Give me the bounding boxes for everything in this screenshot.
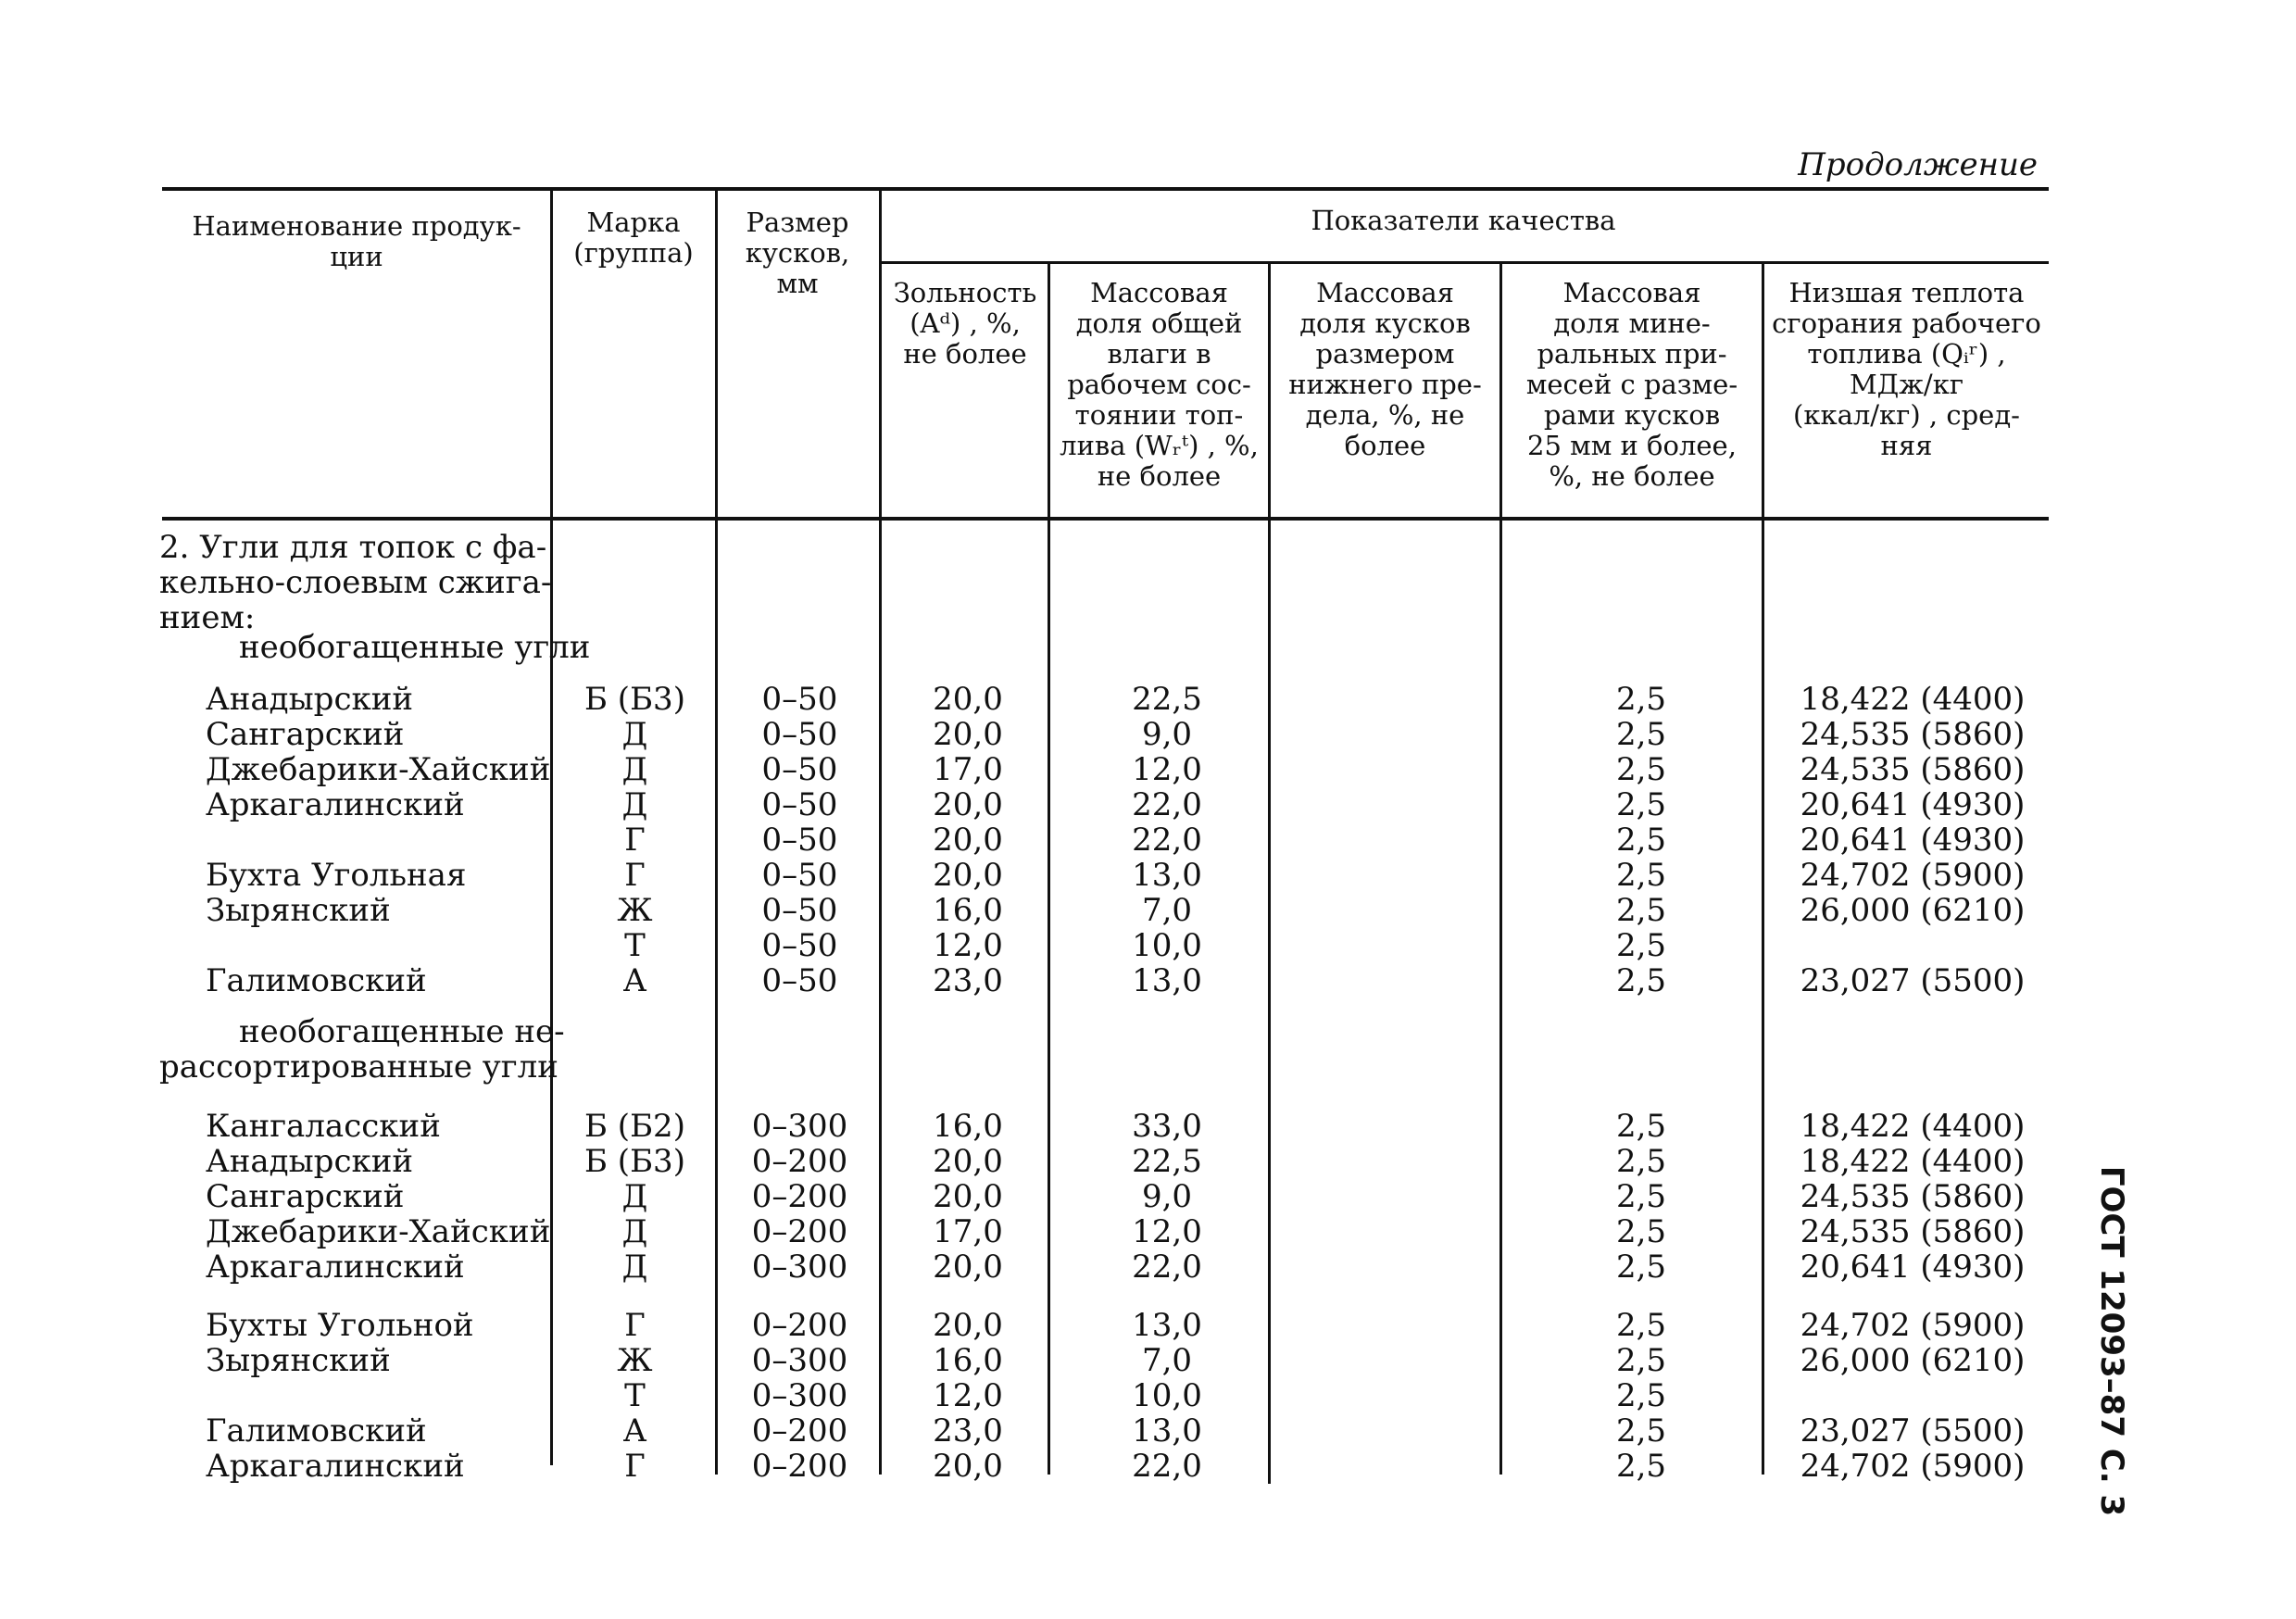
row-heat: 20,641 (4930): [1800, 1249, 2026, 1286]
row-size: 0–300: [751, 1249, 848, 1286]
row-name: Анадырский: [206, 1143, 414, 1180]
row-moisture: 12,0: [1132, 1213, 1202, 1250]
row-size: 0–50: [761, 857, 838, 894]
row-mark: Д: [621, 716, 648, 753]
row-mineral: 2,5: [1615, 892, 1667, 929]
row-size: 0–50: [761, 822, 838, 859]
row-heat: 24,702 (5900): [1800, 857, 2026, 894]
row-mineral: 2,5: [1615, 927, 1667, 964]
row-heat: 24,535 (5860): [1800, 716, 2026, 753]
row-size: 0–300: [751, 1377, 848, 1414]
row-ash: 23,0: [933, 962, 1003, 999]
quality-subheader-rule: [879, 261, 2049, 264]
row-mark: Г: [624, 1448, 646, 1485]
row-name: Галимовский: [206, 962, 427, 999]
row-ash: 20,0: [933, 681, 1003, 718]
row-moisture: 10,0: [1132, 927, 1202, 964]
row-ash: 20,0: [933, 716, 1003, 753]
row-moisture: 7,0: [1141, 892, 1193, 929]
row-size: 0–50: [761, 681, 838, 718]
row-mark: Б (Б3): [584, 681, 685, 718]
row-mineral: 2,5: [1615, 751, 1667, 788]
row-mineral: 2,5: [1615, 1108, 1667, 1145]
row-size: 0–300: [751, 1108, 848, 1145]
section-title-line-3: нием:: [159, 599, 256, 636]
row-heat: 20,641 (4930): [1800, 786, 2026, 823]
header-name: Наименование продук- ции: [192, 210, 521, 272]
page-side-label: ГОСТ 12093–87 С. 3: [2093, 1165, 2130, 1517]
row-mark: Ж: [617, 892, 653, 929]
row-size: 0–300: [751, 1342, 848, 1379]
row-moisture: 13,0: [1132, 857, 1202, 894]
row-heat: 18,422 (4400): [1800, 1108, 2026, 1145]
row-mineral: 2,5: [1615, 1377, 1667, 1414]
col-divider-mark: [550, 187, 553, 1465]
row-name: Сангарский: [206, 1178, 405, 1215]
row-ash: 17,0: [933, 1213, 1003, 1250]
row-size: 0–200: [751, 1213, 848, 1250]
row-name: Аркагалинский: [206, 1448, 465, 1485]
row-heat: 26,000 (6210): [1800, 892, 2026, 929]
row-moisture: 22,0: [1132, 786, 1202, 823]
row-moisture: 22,0: [1132, 822, 1202, 859]
row-mineral: 2,5: [1615, 1178, 1667, 1215]
row-ash: 16,0: [933, 1342, 1003, 1379]
row-size: 0–50: [761, 892, 838, 929]
row-mineral: 2,5: [1615, 1448, 1667, 1485]
row-moisture: 10,0: [1132, 1377, 1202, 1414]
row-name: Бухта Угольная: [206, 857, 467, 894]
row-ash: 16,0: [933, 1108, 1003, 1145]
row-name: Аркагалинский: [206, 1249, 465, 1286]
row-moisture: 12,0: [1132, 751, 1202, 788]
row-ash: 20,0: [933, 1143, 1003, 1180]
row-mineral: 2,5: [1615, 716, 1667, 753]
row-ash: 16,0: [933, 892, 1003, 929]
row-heat: 18,422 (4400): [1800, 1143, 2026, 1180]
header-bottom-rule: [162, 517, 2049, 521]
row-moisture: 9,0: [1141, 1178, 1193, 1215]
row-heat: 23,027 (5500): [1800, 1412, 2026, 1450]
row-size: 0–200: [751, 1178, 848, 1215]
row-size: 0–50: [761, 786, 838, 823]
row-moisture: 22,0: [1132, 1249, 1202, 1286]
row-mark: Д: [621, 1213, 648, 1250]
row-mineral: 2,5: [1615, 857, 1667, 894]
row-size: 0–50: [761, 751, 838, 788]
group1-title: необогащенные угли: [239, 629, 591, 666]
row-name: Зырянский: [206, 892, 391, 929]
row-mineral: 2,5: [1615, 1307, 1667, 1344]
row-moisture: 7,0: [1141, 1342, 1193, 1379]
row-moisture: 22,0: [1132, 1448, 1202, 1485]
row-size: 0–200: [751, 1307, 848, 1344]
row-size: 0–200: [751, 1143, 848, 1180]
row-ash: 23,0: [933, 1412, 1003, 1450]
row-mineral: 2,5: [1615, 822, 1667, 859]
row-mark: Д: [621, 1249, 648, 1286]
row-mark: Ж: [617, 1342, 653, 1379]
row-mark: Д: [621, 751, 648, 788]
section-title-line-1: 2. Угли для топок с фа-: [159, 529, 547, 566]
row-mineral: 2,5: [1615, 962, 1667, 999]
section-title-line-2: кельно-слоевым сжига-: [159, 564, 552, 601]
row-moisture: 33,0: [1132, 1108, 1202, 1145]
row-moisture: 9,0: [1141, 716, 1193, 753]
row-size: 0–200: [751, 1412, 848, 1450]
row-heat: 26,000 (6210): [1800, 1342, 2026, 1379]
row-mineral: 2,5: [1615, 1412, 1667, 1450]
header-mineral: Массовая доля мине- ральных при- месей с разме- рами кусков 25 мм и более, %, не более: [1525, 277, 1738, 492]
row-heat: 24,535 (5860): [1800, 1213, 2026, 1250]
row-name: Анадырский: [206, 681, 414, 718]
row-mineral: 2,5: [1615, 681, 1667, 718]
row-mark: А: [622, 962, 647, 999]
row-ash: 20,0: [933, 786, 1003, 823]
row-mark: Б (Б2): [584, 1108, 685, 1145]
row-heat: 23,027 (5500): [1800, 962, 2026, 999]
row-mark: Г: [624, 857, 646, 894]
row-name: Бухты Угольной: [206, 1307, 474, 1344]
header-size: Размер кусков, мм: [745, 207, 850, 299]
row-mark: Г: [624, 822, 646, 859]
row-heat: 24,702 (5900): [1800, 1307, 2026, 1344]
row-mark: Б (Б3): [584, 1143, 685, 1180]
header-lower-limit: Массовая доля кусков размером нижнего пре- дела, %, не более: [1288, 277, 1482, 461]
row-moisture: 13,0: [1132, 1412, 1202, 1450]
row-ash: 20,0: [933, 822, 1003, 859]
row-heat: 24,702 (5900): [1800, 1448, 2026, 1485]
row-size: 0–50: [761, 962, 838, 999]
row-name: Джебарики-Хайский: [206, 751, 551, 788]
row-name: Джебарики-Хайский: [206, 1213, 551, 1250]
header-quality: Показатели качества: [1311, 205, 1616, 236]
continuation-label: Продолжение: [1798, 146, 2038, 183]
row-mineral: 2,5: [1615, 786, 1667, 823]
row-name: Галимовский: [206, 1412, 427, 1450]
row-ash: 20,0: [933, 1249, 1003, 1286]
row-mark: Т: [624, 927, 646, 964]
row-name: Кангаласский: [206, 1108, 441, 1145]
row-mineral: 2,5: [1615, 1213, 1667, 1250]
row-moisture: 22,5: [1132, 681, 1202, 718]
row-ash: 20,0: [933, 1448, 1003, 1485]
row-heat: 18,422 (4400): [1800, 681, 2026, 718]
header-ash: Зольность (Aᵈ) , %, не более: [893, 277, 1037, 370]
row-ash: 12,0: [933, 927, 1003, 964]
row-mark: А: [622, 1412, 647, 1450]
row-size: 0–200: [751, 1448, 848, 1485]
row-name: Зырянский: [206, 1342, 391, 1379]
row-moisture: 13,0: [1132, 1307, 1202, 1344]
row-name: Сангарский: [206, 716, 405, 753]
row-mineral: 2,5: [1615, 1143, 1667, 1180]
row-mineral: 2,5: [1615, 1342, 1667, 1379]
header-mark: Марка (группа): [573, 207, 694, 269]
row-ash: 17,0: [933, 751, 1003, 788]
row-size: 0–50: [761, 927, 838, 964]
row-moisture: 13,0: [1132, 962, 1202, 999]
table-top-rule: [162, 187, 2049, 191]
row-ash: 12,0: [933, 1377, 1003, 1414]
group2-title-line-1: необогащенные не-: [239, 1013, 565, 1050]
header-moisture: Массовая доля общей влаги в рабочем сос- тоянии топ- лива (Wᵣᵗ) , %, не более: [1060, 277, 1259, 492]
row-mark: Г: [624, 1307, 646, 1344]
row-mark: Д: [621, 786, 648, 823]
row-heat: 24,535 (5860): [1800, 1178, 2026, 1215]
header-heat: Низшая теплота сгорания рабочего топлива (Qᵢʳ) , МДж/кг (ккал/кг) , сред- няя: [1772, 277, 2041, 461]
row-size: 0–50: [761, 716, 838, 753]
group2-title-line-2: рассортированные угли: [159, 1048, 558, 1086]
row-mineral: 2,5: [1615, 1249, 1667, 1286]
row-mark: Т: [624, 1377, 646, 1414]
row-ash: 20,0: [933, 1307, 1003, 1344]
row-ash: 20,0: [933, 857, 1003, 894]
row-ash: 20,0: [933, 1178, 1003, 1215]
row-mark: Д: [621, 1178, 648, 1215]
row-moisture: 22,5: [1132, 1143, 1202, 1180]
row-heat: 24,535 (5860): [1800, 751, 2026, 788]
row-name: Аркагалинский: [206, 786, 465, 823]
row-heat: 20,641 (4930): [1800, 822, 2026, 859]
